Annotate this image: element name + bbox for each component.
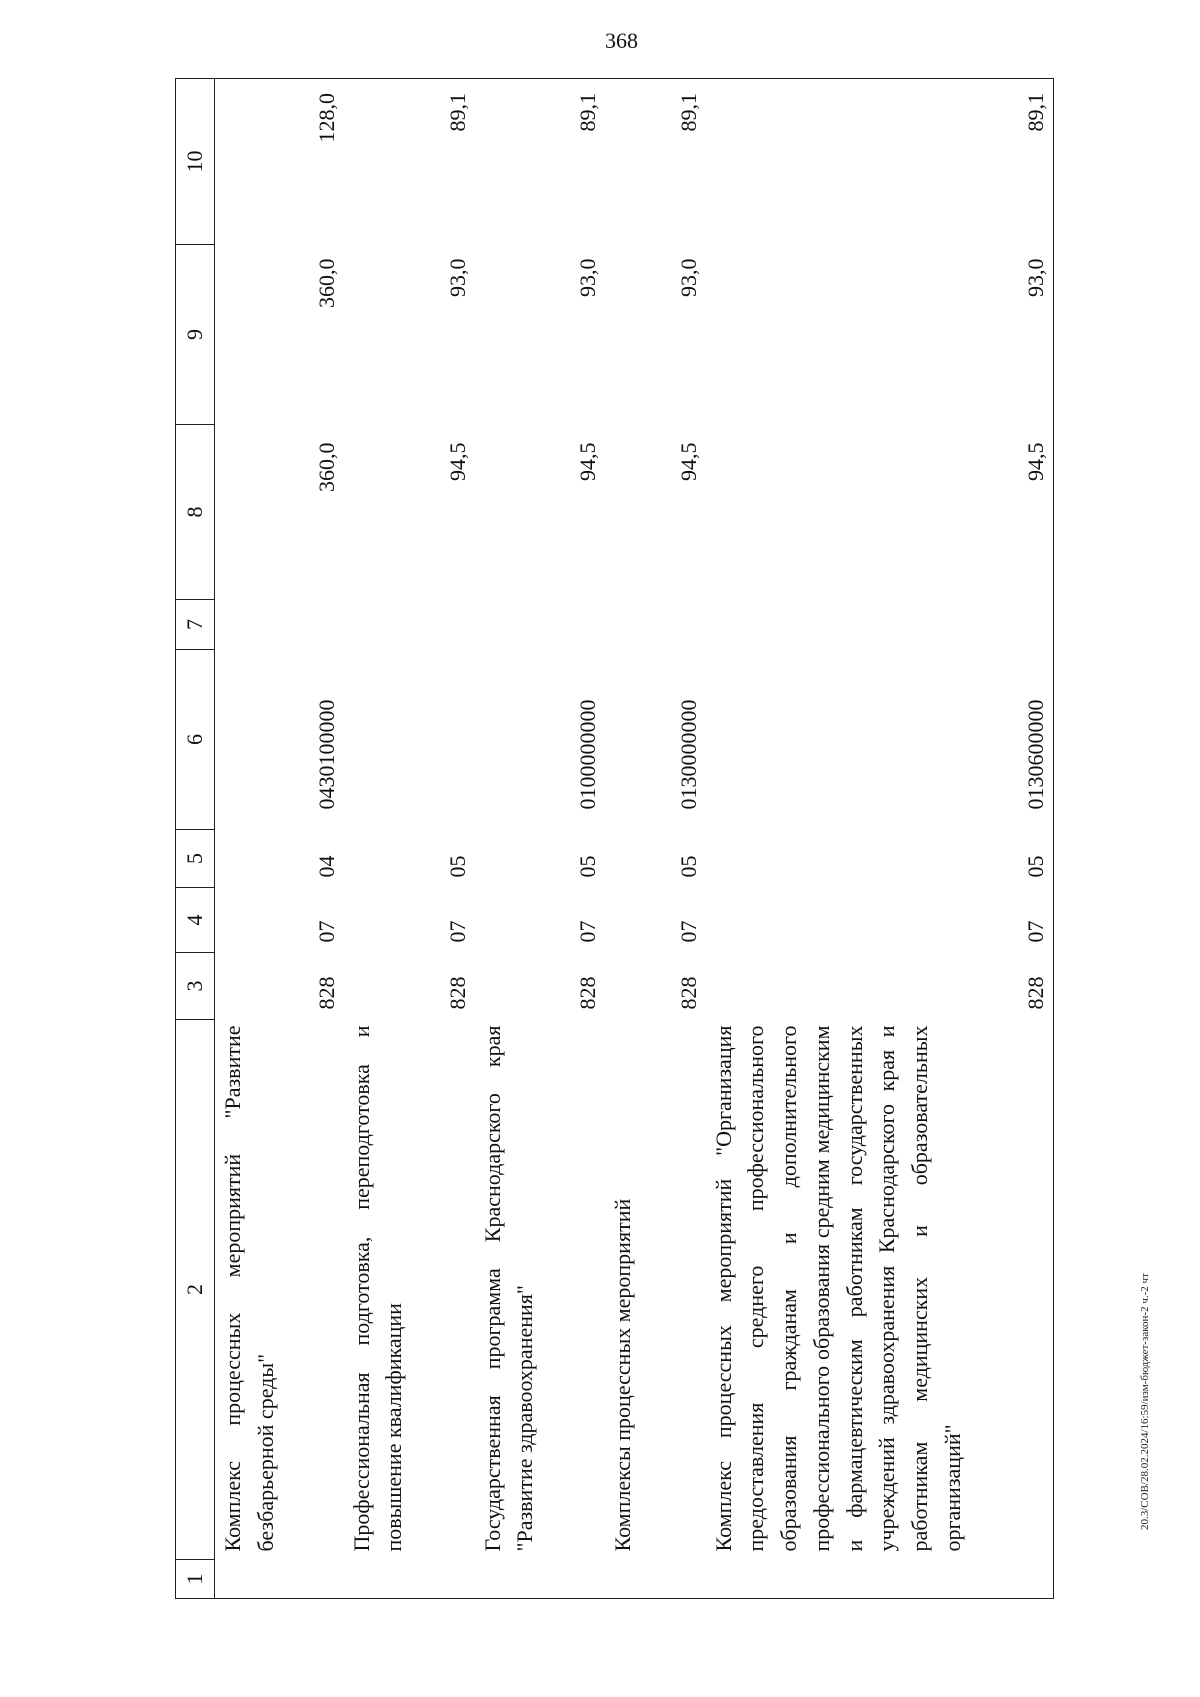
row-number-cell [475,1560,605,1599]
footer-code: 20.3/СОВ/28.02.2024/16:59/изм-бюджет-закон-2 ч.-2 чт [1139,1273,1151,1530]
table-row [475,79,605,1599]
row-amount-col8: 94,5 [444,442,470,481]
rotated-table-container [175,79,1055,1599]
budget-table [175,78,1054,1599]
header-col-10: 10 [176,79,215,245]
row-amount-col10: 89,1 [475,79,605,245]
row-subsection-code: 05 [675,855,701,878]
row-amount-col8: 94,5 [574,442,600,481]
header-col-6: 6 [176,650,215,830]
row-number-cell [215,1560,344,1599]
table-row [344,79,475,1599]
row-name: Комплекс процессных мероприятий "Развитие безбарьерной среды" [220,1025,278,1552]
header-col-4: 4 [176,888,215,953]
row-amount-col8: 94,5 [675,442,701,481]
row-target-code: 0430100000 [313,699,339,810]
row-target-code: 0130600000 [706,650,1054,830]
row-amount-col10: 89,1 [706,79,1054,245]
row-name: Государственная программа Краснодарского края "Развитие здравоохранения" [479,1025,538,1552]
row-name: Комплекс процессных мероприятий "Организация предоставления среднего профессионального образования гражданам и дополнительного профессионального образования средним медицинским и фармацевтическим работникам государственных учреждений здравоохранения Краснодарского края и работникам медицинских и образовательных организаций" [706,1020,1054,1560]
row-subsection-code: 05 [706,830,1054,888]
row-name: Комплексы процессных мероприятий [609,1198,635,1552]
row-expense-type [706,600,1054,650]
header-col-3: 3 [176,953,215,1020]
row-ministry-code: 828 [706,953,1054,1020]
page-number: 368 [605,28,638,53]
row-amount-col10: 89,1 [605,79,706,245]
header-col-9: 9 [176,245,215,425]
row-amount-col9: 93,0 [706,245,1054,425]
table-row [215,79,344,1599]
row-number-cell [344,1560,475,1599]
row-target-code: 0130000000 [675,699,701,810]
row-subsection-code: 05 [444,855,470,878]
header-col-7: 7 [176,600,215,650]
header-col-8: 8 [176,425,215,600]
row-amount-col10: 89,1 [344,79,475,245]
row-target-code: 0100000000 [574,699,600,810]
row-ministry-code: 828 [444,976,470,1010]
header-col-5: 5 [176,830,215,888]
header-col-1: 1 [176,1560,215,1599]
row-number-cell [605,1560,706,1599]
row-amount-col9: 93,0 [675,258,701,297]
row-amount-col9: 360,0 [313,258,339,308]
row-section-code: 07 [313,920,339,943]
row-section-code: 07 [444,920,470,943]
row-amount-col9: 93,0 [444,258,470,297]
row-section-code: 07 [574,920,600,943]
row-amount-col10: 128,0 [215,79,344,245]
row-subsection-code: 05 [574,855,600,878]
row-ministry-code: 828 [574,976,600,1010]
row-section-code: 07 [675,920,701,943]
row-amount-col9: 93,0 [574,258,600,297]
row-expense-type [344,600,475,650]
row-expense-type [475,600,605,650]
header-row [176,79,215,1599]
row-section-code: 07 [706,888,1054,953]
row-amount-col8: 360,0 [313,442,339,492]
table-row [605,79,706,1599]
header-col-2: 2 [176,1020,215,1560]
row-amount-col8: 94,5 [706,425,1054,600]
table-row [706,79,1054,1599]
row-ministry-code: 828 [675,976,701,1010]
row-expense-type [215,600,344,650]
row-expense-type [605,600,706,650]
row-number-cell [706,1560,1054,1599]
row-target-code [344,650,475,830]
row-ministry-code: 828 [313,976,339,1010]
row-subsection-code: 04 [313,855,339,878]
row-name: Профессиональная подготовка, переподготовка и повышение квалификации [348,1025,407,1552]
